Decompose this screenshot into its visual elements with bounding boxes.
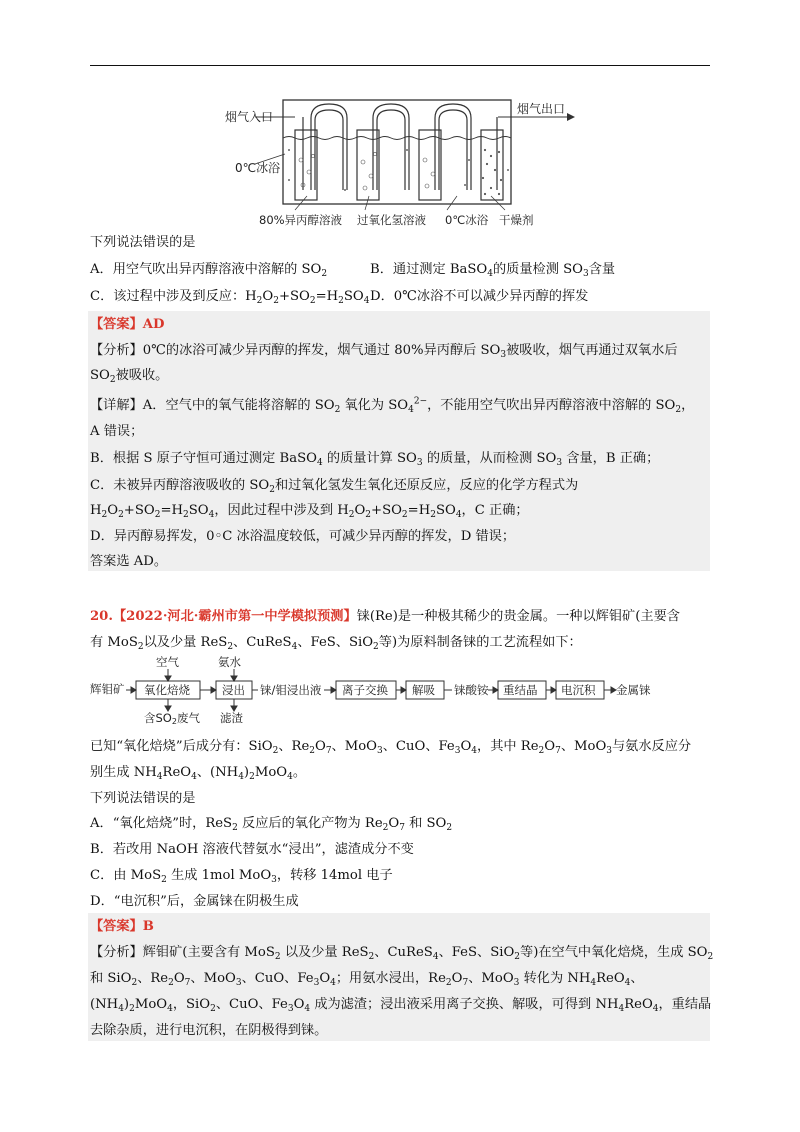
q20-analysis-line3: $(NH_4)_2MoO_4$，SiO$_2$、CuO、$Fe_3O_4$ 成为滤渣；浸出液采用离子交换、解吸，可得到 $NH_4ReO_4$，重结晶 [90,997,712,1014]
q20-stem-line1: 20.【2022·河北·霸州市第一中学模拟预测】铼(Re)是一种极其稀少的贵金属。一种以辉钼矿(主要含 [90,609,680,624]
outlet-label: 烟气出口 [517,102,566,116]
flow-residue: 滤渣 [220,711,243,725]
q19-detail-c2: $H_2O_2+SO_2=H_2SO_4$，因此过程中涉及到 $H_2O_2+SO_2=H_2SO_4$，C 正确； [90,503,529,520]
q19-detail-c1: C．未被异丙醇溶液吸收的 $SO_2$和过氧化氢发生氧化还原反应，反应的化学方程式为 [90,478,579,495]
flow-so2-gas: 含SO2废气 [144,711,200,726]
q19-detail-end: 答案选 AD。 [90,554,168,569]
desiccant-label: 干燥剂 [499,213,534,227]
q19-answer: 【答案】AD [90,317,165,332]
flow-recrystallize: 重结晶 [503,683,538,697]
q19-analysis-line1: 【分析】0℃的冰浴可减少异丙醇的挥发，烟气通过 80%异丙醇后 $SO_3$被吸收，烟气再通过双氧水后 [90,343,678,360]
q20-analysis-line4: 去除杂质，进行电沉积，在阴极得到铼。 [90,1023,328,1038]
q20-analysis-line2: 和 SiO$_2$、$Re_2O_7$、MoO$_3$、CuO、$Fe_3O_4$；用氨水浸出，$Re_2O_7$、MoO$_3$ 转化为 $NH_4ReO_4$、 [90,971,644,988]
q20-option-d: D．“电沉积”后，金属铼在阴极生成 [90,894,299,909]
q19-option-a: A．用空气吹出异丙醇溶液中溶解的 $SO_2$ [90,262,328,279]
ipa-solution-label: 80%异丙醇溶液 [259,213,343,227]
q19-detail-a1: 【详解】A．空气中的氧气能将溶解的 $SO_2$ 氧化为 $SO_4^{2-}$，不能用空气吹出异丙醇溶液中溶解的 $SO_2$， [90,396,695,415]
q20-known-line2: 别生成 $NH_4ReO_4$、$(NH_4)_2MoO_4$。 [90,765,306,782]
flow-metal: 金属铼 [616,683,651,697]
q19-option-d: D．0℃冰浴不可以减少异丙醇的挥发 [370,289,589,304]
flow-electrodeposit: 电沉积 [561,683,596,697]
q19-detail-a2: A 错误； [90,424,144,439]
flow-roast: 氧化焙烧 [144,683,190,697]
flow-air: 空气 [156,655,179,669]
header-rule [90,65,710,66]
q20-stem: 下列说法错误的是 [90,791,196,806]
inlet-label: 烟气入口 [225,110,274,124]
q19-detail-d: D．异丙醇易挥发，0◦C 冰浴温度较低，可减少异丙醇的挥发，D 错误； [90,529,516,544]
process-flow-diagram [88,655,688,727]
flow-ammonia: 氨水 [218,655,241,669]
q20-analysis-line1: 【分析】辉钼矿(主要含有 MoS$_2$ 以及少量 ReS$_2$、CuReS$_4$、FeS、SiO$_2$等)在空气中氧化焙烧，生成 $SO_2$ [90,945,714,962]
flow-leach: 浸出 [222,683,245,697]
q20-option-c: C．由 MoS$_2$ 生成 1mol MoO$_3$，转移 14mol 电子 [90,868,393,885]
h2o2-solution-label: 过氧化氢溶液 [357,213,426,227]
absorption-apparatus-diagram [225,90,590,230]
q19-detail-b: B．根据 S 原子守恒可通过测定 BaSO$_4$ 的质量计算 $SO_3$ 的质量，从而检测 $SO_3$ 含量，B 正确； [90,451,660,468]
q19-stem: 下列说法错误的是 [90,235,196,250]
q19-option-c: C．该过程中涉及到反应：$H_2O_2+SO_2=H_2SO_4$ [90,289,370,306]
q20-known-line1: 已知“氧化焙烧”后成分有：SiO$_2$、$Re_2O_7$、MoO$_3$、CuO、$Fe_3O_4$，其中 $Re_2O_7$、MoO$_3$与氨水反应分 [90,739,692,756]
ice-bath-label: 0℃冰浴 [235,161,281,175]
flow-liquor: 铼/钼浸出液 [260,683,322,697]
flow-ion-exchange: 离子交换 [342,683,388,697]
flow-feed: 辉钼矿 [90,682,125,696]
ice-bath-bottom-label: 0℃冰浴 [445,213,489,227]
q20-option-b: B．若改用 NaOH 溶液代替氨水“浸出”，滤渣成分不变 [90,842,414,857]
q19-analysis-line2: $SO_2$被吸收。 [90,368,169,385]
q19-option-b: B．通过测定 BaSO$_4$的质量检测 $SO_3$含量 [370,262,616,279]
q20-option-a: A．“氧化焙烧”时，ReS$_2$ 反应后的氧化产物为 $Re_2O_7$ 和 $SO_2$ [90,816,453,833]
flow-desorb: 解吸 [412,683,435,697]
flow-ammonium-perrhenate: 铼酸铵 [454,683,489,697]
q20-stem-line2: 有 MoS$_2$以及少量 ReS$_2$、CuReS$_4$、FeS、SiO$_2$等)为原料制备铼的工艺流程如下： [90,635,582,652]
q20-answer: 【答案】B [90,919,154,934]
